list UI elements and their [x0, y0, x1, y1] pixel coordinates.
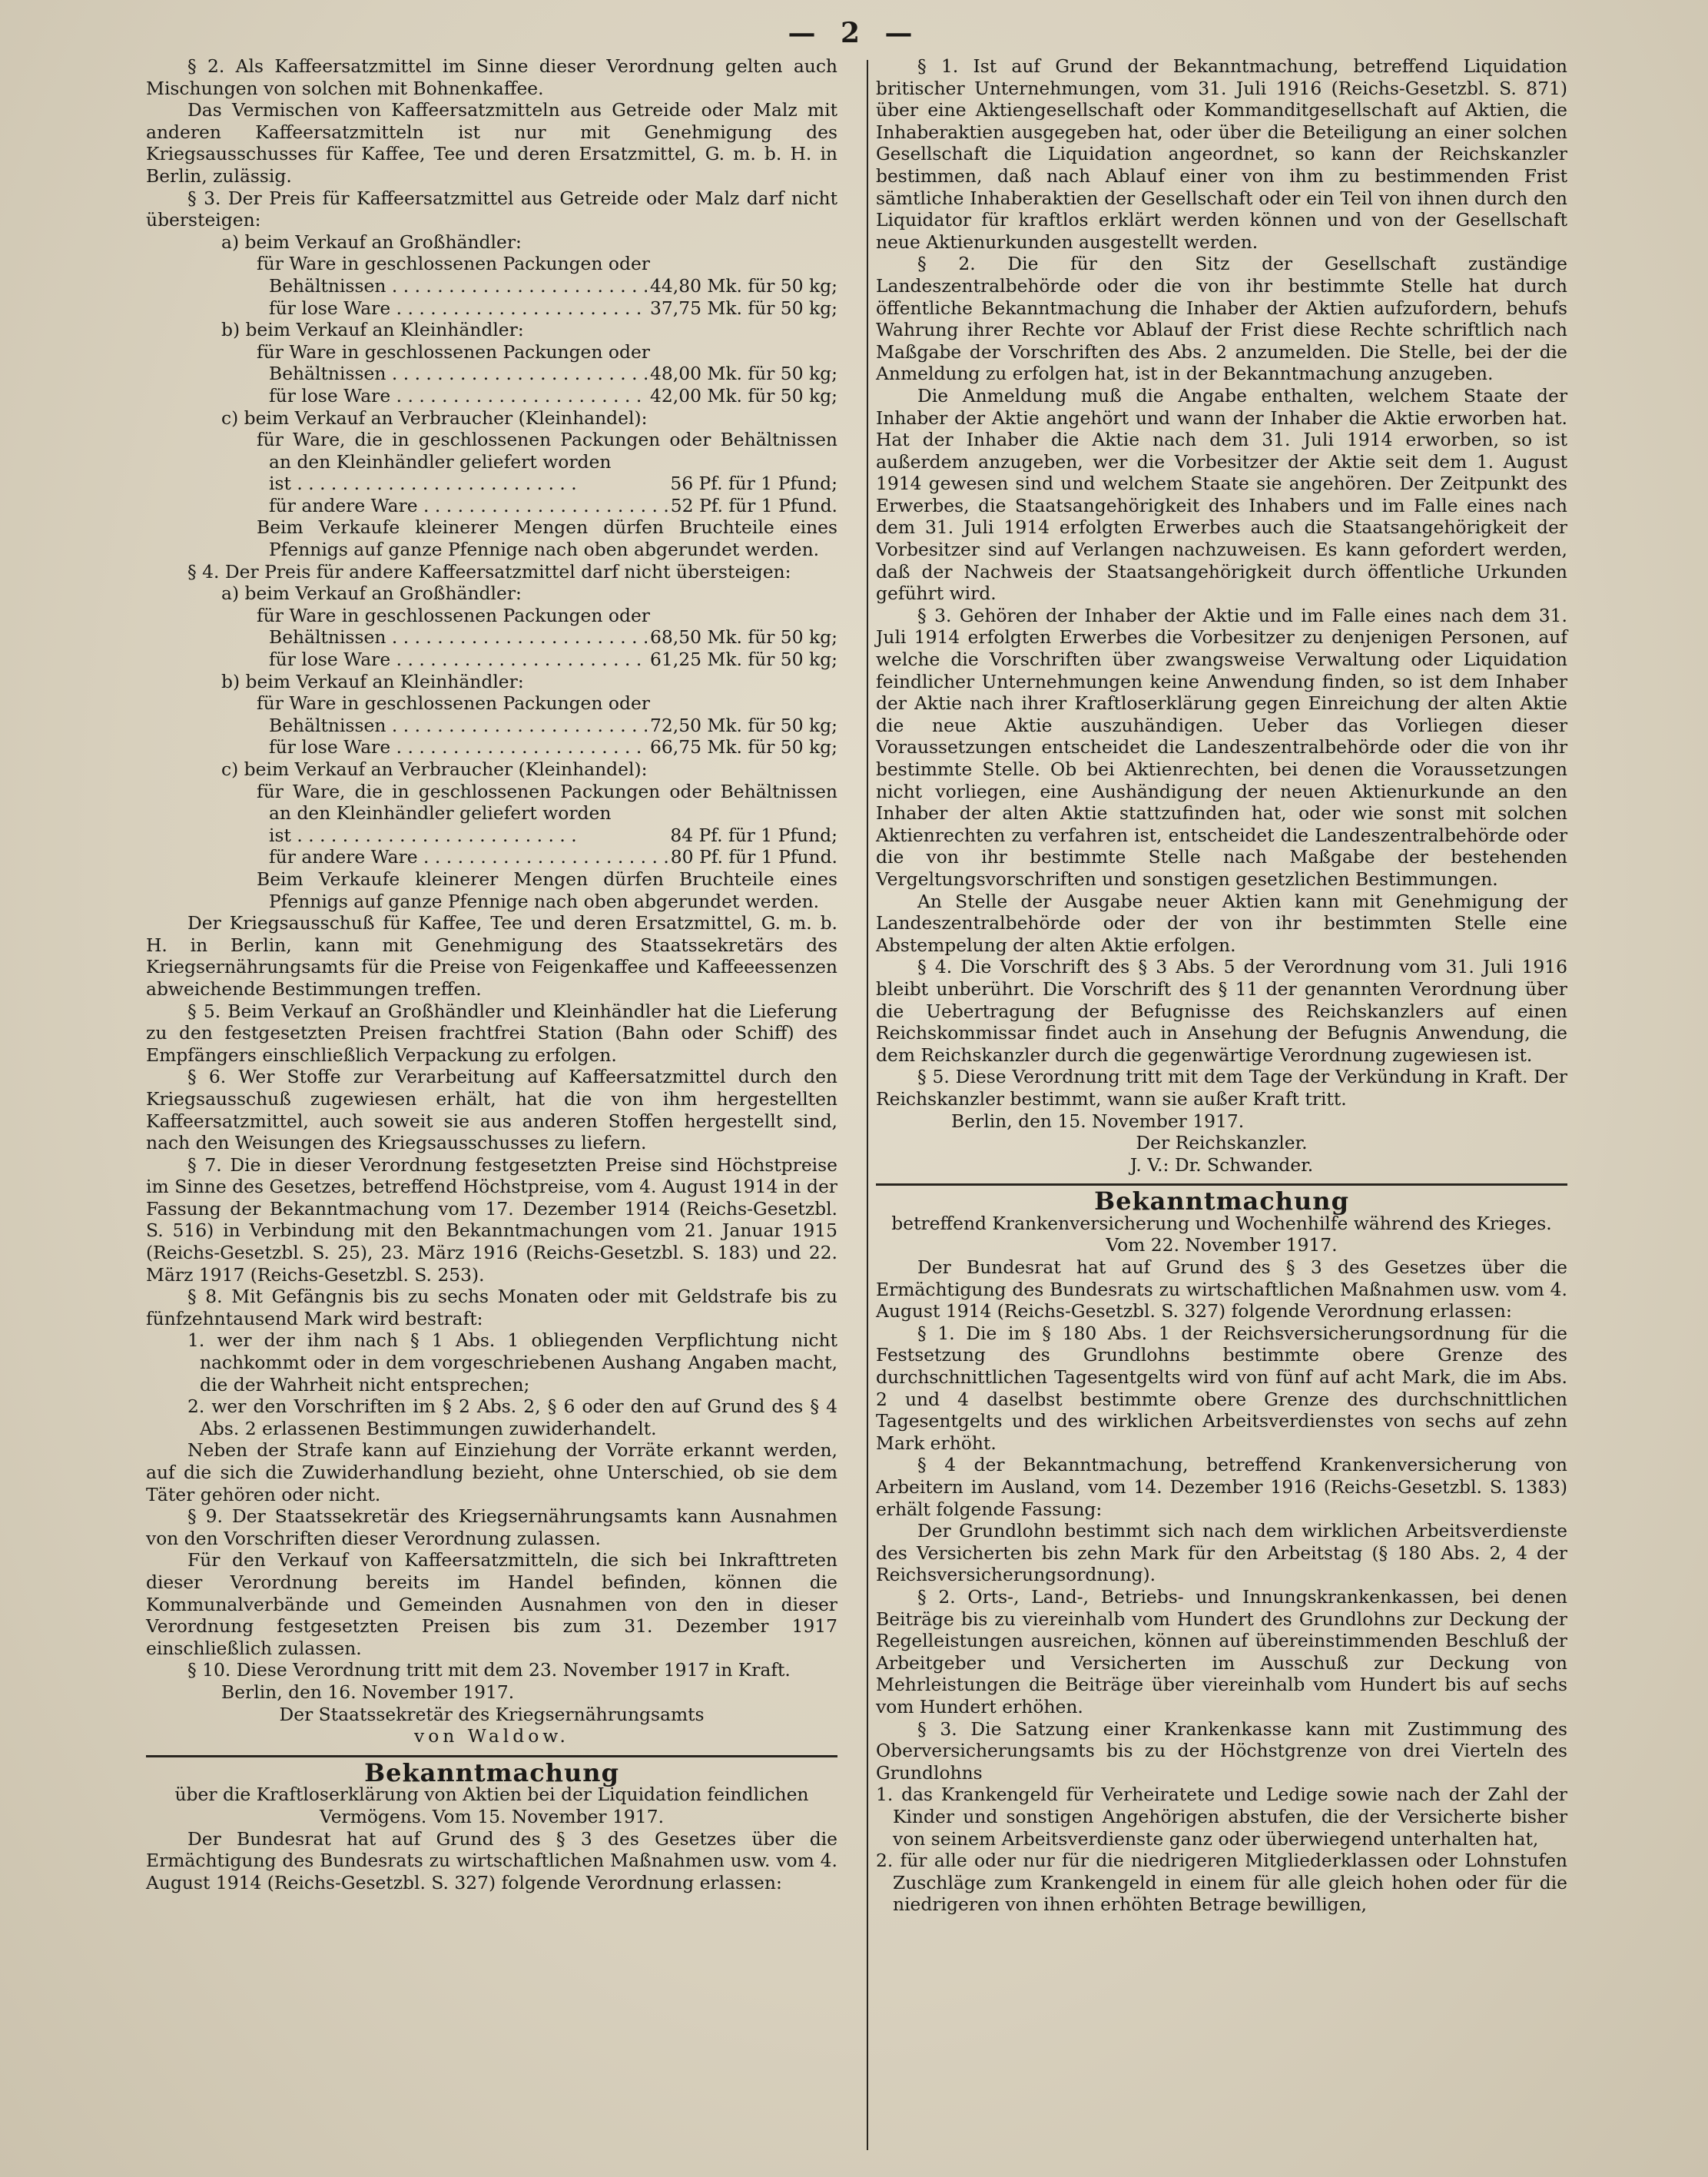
signatory-title: Der Reichskanzler.: [1136, 1132, 1308, 1154]
paragraph: § 5. Diese Verordnung tritt mit dem Tage der Verkündung in Kraft. Der Reichskanzler bestimmt, wann sie außer Kraft tritt.: [876, 1066, 1567, 1110]
dateline: Berlin, den 15. November 1917.: [951, 1110, 1245, 1132]
paragraph: Der Grundlohn bestimmt sich nach dem wirklichen Arbeitsverdienste des Versicherten bis zehn Mark für den Arbeitstag (§ 180 Abs. 2, 4 der Reichsversicherungsordnung).: [876, 1520, 1567, 1586]
price-line: Behältnissen . . . 48,00 Mk. für 50 kg;: [146, 363, 837, 385]
paragraph: Die Anmeldung muß die Angabe enthalten, welchem Staate der Inhaber der Aktie angehört und wann der Inhaber die Aktie erworben hat. Hat der Inhaber die Aktie nach dem 31. Juli 1914 erworben, so ist außerdem anzugeben, wer die Vorbesitzer der Aktie seit dem 1. August 1914 gewesen sind und welchem Staate sie angehören. Der Zeitpunkt des Erwerbes, die Staatsangehörigkeit des Inhabers und im Falle eines nach dem 31. Juli 1914 erfolgten Erwerbes auch die Staatsangehörigkeit der Vorbesitzer sind auf Verlangen nachzuweisen. Es kann gefordert werden, daß der Nachweis der Staatsangehörigkeit durch öffentliche Urkunden geführt wird.: [876, 384, 1567, 605]
paragraph: Das Vermischen von Kaffeersatzmitteln aus Getreide oder Malz mit anderen Kaffeersatzmitteln ist nur mit Genehmigung des Kriegsausschusses für Kaffee, Tee und deren Ersatzmittel, G. m. b. H. in Berlin, zulässig.: [146, 99, 837, 187]
paragraph: § 2. Die für den Sitz der Gesellschaft zuständige Landeszentralbehörde oder die von ihr bestimmte Stelle hat durch öffentliche Bekanntmachung die Inhaber der Aktien aufzufordern, behufs Wahrung ihrer Rechte vor Ablauf der Frist diese Rechte schriftlich nach Maßgabe der Vorschriften des Abs. 2 anzumelden. Die Stelle, bei der die Anmeldung zu erfolgen hat, ist in der Bekanntmachung anzugeben.: [876, 253, 1567, 385]
price-line: für andere Ware . . . 52 Pf. für 1 Pfund.: [146, 495, 837, 517]
section-subtitle: über die Kraftloserklärung von Aktien bei der Liquidation feindlichen Vermögens. Vom 15. November 1917.: [174, 1784, 809, 1827]
paragraph: § 7. Die in dieser Verordnung festgesetzten Preise sind Höchstpreise im Sinne des Gesetzes, betreffend Höchstpreise, vom 4. August 1914 in der Fassung der Bekanntmachung vom 17. Dezember 1914 (Reichs-Gesetzbl. S. 516) in Verbindung mit den Bekanntmachungen vom 21. Januar 1915 (Reichs-Gesetzbl. S. 25), 23. März 1916 (Reichs-Gesetzbl. S. 183) und 22. März 1917 (Reichs-Gesetzbl. S. 253).: [146, 1153, 837, 1286]
price-line: Behältnissen . . . 68,50 Mk. für 50 kg;: [146, 626, 837, 649]
list-item: 2. für alle oder nur für die niedrigeren Mitgliederklassen oder Lohnstufen Zuschläge zum Krankengeld in einem für alle gleich hohen oder für die niedrigeren von ihnen erhöhten Betrage bewilligen,: [876, 1850, 1567, 1916]
price-group-heading: c) beim Verkauf an Verbraucher (Kleinhandel):: [221, 407, 648, 429]
price-line: Behältnissen . . . 72,50 Mk. für 50 kg;: [146, 715, 837, 737]
paragraph: § 5. Beim Verkauf an Großhändler und Kleinhändler hat die Lieferung zu den festgesetzten Preisen frachtfrei Station (Bahn oder Schiff) des Empfängers einschließlich Verpackung zu erfolgen.: [146, 1000, 837, 1066]
paragraph: § 9. Der Staatssekretär des Kriegsernährungsamts kann Ausnahmen von den Vorschriften dieser Verordnung zulassen.: [146, 1505, 837, 1549]
price-line: für andere Ware . . . 80 Pf. für 1 Pfund.: [146, 846, 837, 868]
price-group-heading: a) beim Verkauf an Großhändler:: [221, 231, 522, 253]
paragraph: § 4. Die Vorschrift des § 3 Abs. 5 der Verordnung vom 31. Juli 1916 bleibt unberührt. Die Vorschrift des § 11 der genannten Verordnung über die Uebertragung der Befugnisse des Reichskanzlers auf einen Reichskommissar findet auch in Ansehung der Befugnis Anwendung, die dem Reichskanzler durch die gegenwärtige Verordnung zugewiesen ist.: [876, 956, 1567, 1066]
paragraph: § 4 der Bekanntmachung, betreffend Krankenversicherung von Arbeitern im Ausland, vom 14. Dezember 1916 (Reichs-Gesetzbl. S. 1383) erhält folgende Fassung:: [876, 1454, 1567, 1520]
left-column: [146, 55, 837, 1893]
price-item: für Ware in geschlossenen Packungen oder: [257, 604, 650, 626]
section-heading: Bekanntmachung: [876, 1183, 1567, 1213]
price-note: Beim Verkaufe kleinerer Mengen dürfen Bruchteile eines Pfennigs auf ganze Pfennige nach oben abgerundet werden.: [257, 868, 837, 912]
paragraph: § 1. Die im § 180 Abs. 1 der Reichsversicherungsordnung für die Festsetzung des Grundlohns bestimmte obere Grenze des durchschnittlichen Tagesentgelts wird von fünf auf acht Mark, die im Abs. 2 und 4 daselbst bestimmte obere Grenze des durchschnittlichen Tagesentgelts und des wirklichen Arbeitsverdienstes von sechs auf zehn Mark erhöht.: [876, 1322, 1567, 1454]
signatory-name: von Waldow.: [414, 1725, 569, 1747]
signatory-title: Der Staatssekretär des Kriegsernährungsamts: [279, 1703, 705, 1725]
paragraph: § 8. Mit Gefängnis bis zu sechs Monaten oder mit Geldstrafe bis zu fünfzehntausend Mark wird bestraft:: [146, 1286, 837, 1329]
price-line: für lose Ware . . . 37,75 Mk. für 50 kg;: [146, 297, 837, 320]
price-line: ist . . . 84 Pf. für 1 Pfund;: [146, 825, 837, 847]
price-line: Behältnissen . . . 44,80 Mk. für 50 kg;: [146, 275, 837, 297]
price-line: ist . . . 56 Pf. für 1 Pfund;: [146, 473, 837, 495]
price-group-heading: c) beim Verkauf an Verbraucher (Kleinhandel):: [221, 758, 648, 780]
paragraph: § 1. Ist auf Grund der Bekanntmachung, betreffend Liquidation britischer Unternehmungen, vom 31. Juli 1916 (Reichs-Gesetzbl. S. 871) über eine Aktiengesellschaft oder Kommanditgesellschaft auf Aktien, die Inhaberaktien ausgegeben hat, oder über die Beteiligung an einer solchen Gesellschaft die Liquidation angeordnet, so kann der Reichskanzler bestimmen, daß nach Ablauf einer von ihm zu bestimmenden Frist sämtliche Inhaberaktien der Gesellschaft oder ein Teil von ihnen durch den Liquidator für kraftlos erklärt werden können und von der Gesellschaft neue Aktienurkunden ausgestellt werden.: [876, 55, 1567, 253]
price-item: für Ware in geschlossenen Packungen oder: [257, 253, 650, 275]
dateline: Berlin, den 16. November 1917.: [221, 1681, 515, 1703]
paragraph: Der Bundesrat hat auf Grund des § 3 des Gesetzes über die Ermächtigung des Bundesrats zu wirtschaftlichen Maßnahmen usw. vom 4. August 1914 (Reichs-Gesetzbl. S. 327) folgende Verordnung erlassen:: [876, 1256, 1567, 1322]
section-subtitle: betreffend Krankenversicherung und Wochenhilfe während des Krieges. Vom 22. November 1917.: [891, 1212, 1552, 1256]
paragraph: § 10. Diese Verordnung tritt mit dem 23. November 1917 in Kraft.: [187, 1659, 791, 1681]
price-line: für lose Ware . . . 61,25 Mk. für 50 kg;: [146, 649, 837, 671]
paragraph: § 3. Gehören der Inhaber der Aktie und im Falle eines nach dem 31. Juli 1914 erfolgten Erwerbes die Vorbesitzer zu denjenigen Personen, auf welche die Vorschriften über zwangsweise Verwaltung oder Liquidation feindlicher Unternehmungen keine Anwendung finden, so ist dem Inhaber der Aktie nach ihrer Kraftloserklärung gegen Einreichung der alten Aktie die neue Aktie auszuhändigen. Ueber das Vorliegen dieser Voraussetzungen entscheidet die Landeszentralbehörde oder die von ihr bestimmte Stelle. Ob bei Aktienrechten, bei denen die Voraussetzungen nicht vorliegen, eine Aushändigung der neuen Aktienurkunde an den Inhaber der alten Aktie stattzufinden hat, oder wie sonst mit solchen Aktienrechten zu verfahren ist, entscheidet die Landeszentralbehörde oder die von ihr bestimmte Stelle nach Maßgabe der bestehenden Vergeltungsvorschriften und sonstigen gesetzlichen Bestimmungen.: [876, 604, 1567, 890]
paragraph: An Stelle der Ausgabe neuer Aktien kann mit Genehmigung der Landeszentralbehörde oder der von ihr bestimmten Stelle eine Abstempelung der alten Aktie erfolgen.: [876, 890, 1567, 956]
price-item: für Ware in geschlossenen Packungen oder: [257, 340, 650, 363]
paragraph: § 4. Der Preis für andere Kaffeersatzmittel darf nicht übersteigen:: [187, 560, 791, 582]
page-number: — 2 —: [788, 17, 920, 49]
price-group-heading: b) beim Verkauf an Kleinhändler:: [221, 670, 524, 692]
price-note: Beim Verkaufe kleinerer Mengen dürfen Bruchteile eines Pfennigs auf ganze Pfennige nach oben abgerundet werden.: [257, 516, 837, 561]
list-item: 2. wer den Vorschriften im § 2 Abs. 2, § 6 oder den auf Grund des § 4 Abs. 2 erlassenen Bestimmungen zuwiderhandelt.: [187, 1395, 837, 1439]
paragraph: Neben der Strafe kann auf Einziehung der Vorräte erkannt werden, auf die sich die Zuwiderhandlung bezieht, ohne Unterschied, ob sie dem Täter gehören oder nicht.: [146, 1439, 837, 1505]
paragraph: Für den Verkauf von Kaffeersatzmitteln, die sich bei Inkrafttreten dieser Verordnung bereits im Handel befinden, können die Kommunalverbände und Gemeinden Ausnahmen von den in dieser Verordnung festgesetzten Preisen bis zum 31. Dezember 1917 einschließlich zulassen.: [146, 1549, 837, 1659]
price-line: für lose Ware . . . 42,00 Mk. für 50 kg;: [146, 385, 837, 407]
signatory-name: J. V.: Dr. Schwander.: [1129, 1153, 1314, 1176]
price-item: für Ware, die in geschlossenen Packungen oder Behältnissen an den Kleinhändler geliefert worden: [257, 429, 837, 473]
section-heading: Bekanntmachung: [146, 1755, 837, 1784]
paragraph: § 6. Wer Stoffe zur Verarbeitung auf Kaffeersatzmittel durch den Kriegsausschuß zugewiesen erhält, hat die von ihm hergestellten Kaffeersatzmittel, auch soweit sie aus anderen Stoffen hergestellt sind, nach den Weisungen des Kriegsausschusses zu liefern.: [146, 1066, 837, 1154]
price-item: für Ware in geschlossenen Packungen oder: [257, 692, 650, 715]
paragraph: § 2. Orts-, Land-, Betriebs- und Innungskrankenkassen, bei denen Beiträge bis zu viereinhalb vom Hundert des Grundlohns zur Deckung der Regelleistungen ausreichen, können auf übereinstimmenden Beschluß der Arbeitgeber und Versicherten im Ausschuß zur Deckung von Mehrleistungen die Beiträge über viereinhalb vom Hundert bis auf sechs vom Hundert erhöhen.: [876, 1585, 1567, 1717]
right-column: [876, 55, 1567, 1916]
paragraph: § 3. Der Preis für Kaffeersatzmittel aus Getreide oder Malz darf nicht übersteigen:: [146, 187, 837, 231]
paragraph: § 3. Die Satzung einer Krankenkasse kann mit Zustimmung des Oberversicherungsamts bis zu der Höchstgrenze von drei Vierteln des Grundlohns: [876, 1717, 1567, 1784]
price-line: für lose Ware . . . 66,75 Mk. für 50 kg;: [146, 736, 837, 758]
price-group-heading: a) beim Verkauf an Großhändler:: [221, 582, 522, 605]
price-item: für Ware, die in geschlossenen Packungen oder Behältnissen an den Kleinhändler geliefert worden: [257, 780, 837, 825]
list-item: 1. das Krankengeld für Verheiratete und Ledige sowie nach der Zahl der Kinder und sonstigen Angehörigen abstufen, die der Versicherte bisher von seinem Arbeitsverdienste ganz oder überwiegend unterhalten hat,: [876, 1784, 1567, 1850]
price-group-heading: b) beim Verkauf an Kleinhändler:: [221, 319, 524, 341]
list-item: 1. wer der ihm nach § 1 Abs. 1 obliegenden Verpflichtung nicht nachkommt oder in dem vorgeschriebenen Aushang Angaben macht, die der Wahrheit nicht entsprechen;: [187, 1329, 837, 1395]
paragraph: § 2. Als Kaffeersatzmittel im Sinne dieser Verordnung gelten auch Mischungen von solchen mit Bohnenkaffee.: [146, 55, 837, 99]
paragraph: Der Bundesrat hat auf Grund des § 3 des Gesetzes über die Ermächtigung des Bundesrats zu wirtschaftlichen Maßnahmen usw. vom 4. August 1914 (Reichs-Gesetzbl. S. 327) folgende Verordnung erlassen:: [146, 1827, 837, 1893]
column-divider: [867, 60, 868, 2150]
paragraph: Der Kriegsausschuß für Kaffee, Tee und deren Ersatzmittel, G. m. b. H. in Berlin, kann mit Genehmigung des Staatssekretärs des Kriegsernährungsamts für die Preise von Feigenkaffee und Kaffeeessenzen abweichende Bestimmungen treffen.: [146, 912, 837, 1000]
